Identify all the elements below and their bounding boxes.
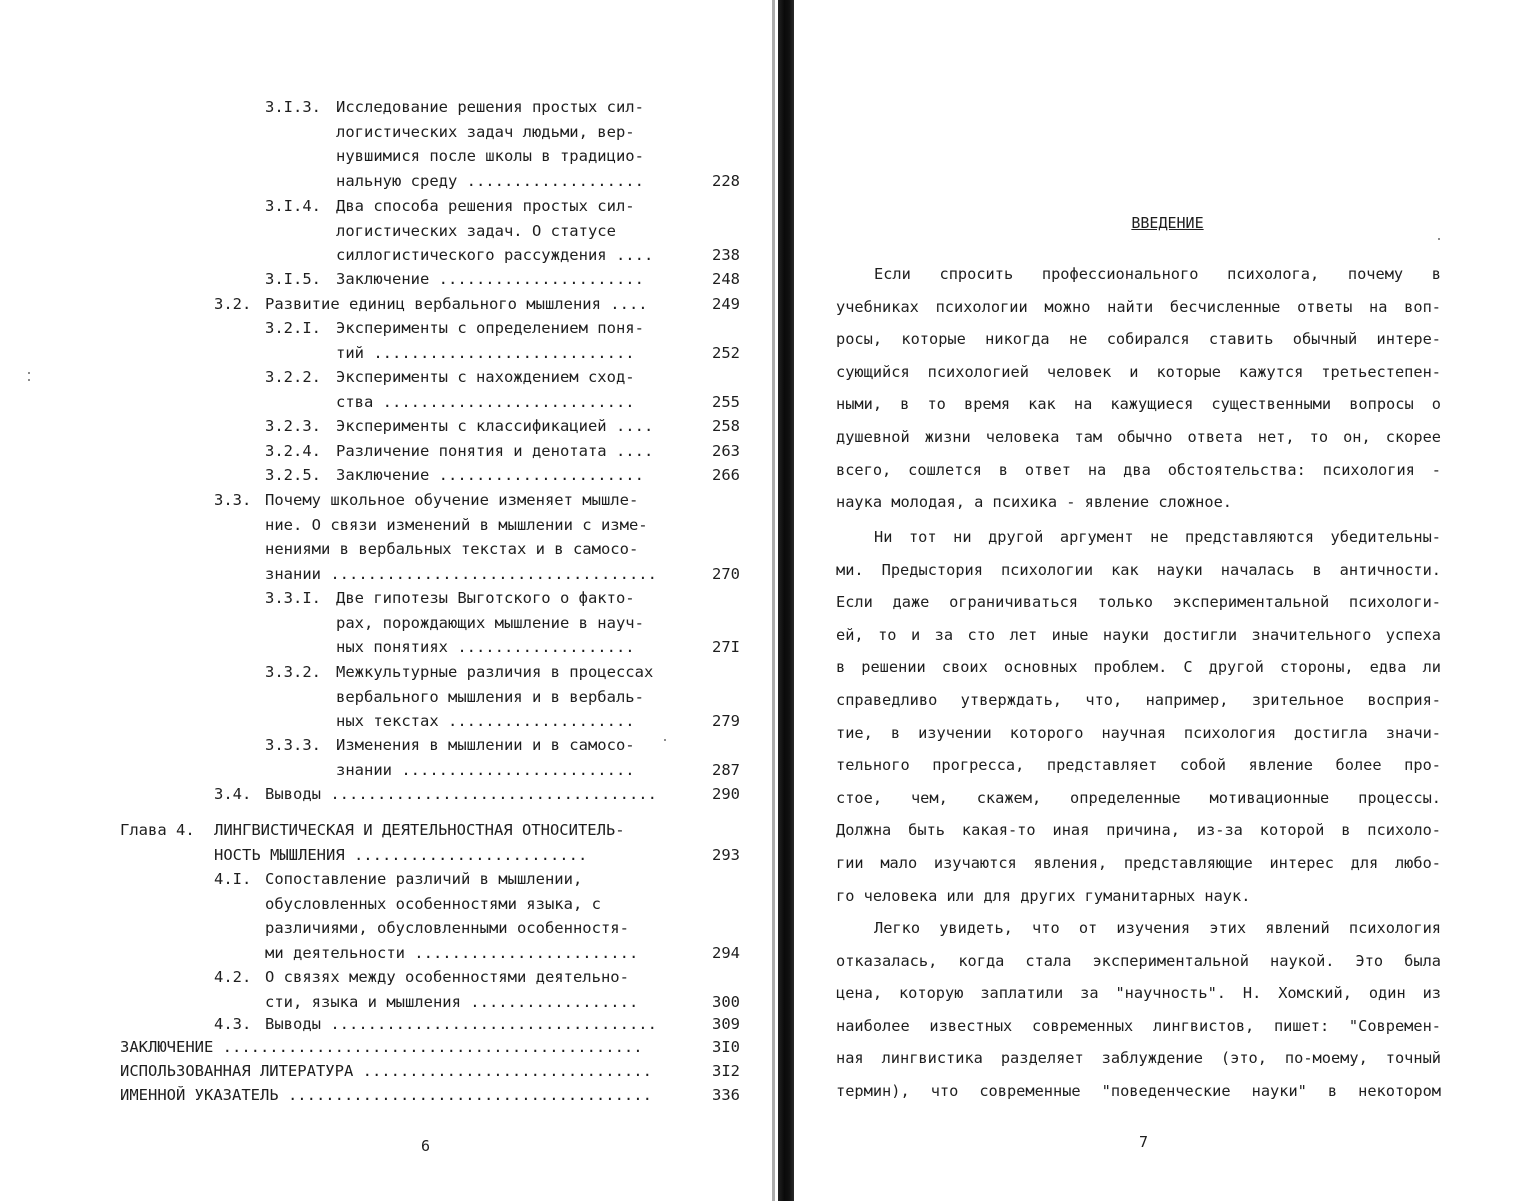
toc-entry-title [336, 365, 676, 414]
toc-entry-page: 293 [712, 845, 740, 864]
toc-entry-number: 3.2.5. [265, 466, 321, 484]
toc-entry-title [265, 488, 676, 586]
toc-entry-title-line: Исследование решения простых сил- [336, 98, 644, 116]
toc-entry-title-line: Почему школьное обучение изменяет мышле- [265, 491, 639, 509]
toc-entry-title-line: Межкультурные различия в процессах [336, 663, 654, 681]
body-paragraph [836, 912, 1441, 1108]
toc-entry-title [336, 194, 676, 268]
toc-entry-number: 3.3.2. [265, 663, 321, 681]
toc-entry-title-line: ных понятиях ................... [336, 638, 635, 656]
body-line: учебниках психологии можно найти бесчисленные ответы на воп- [836, 297, 1441, 316]
toc-entry-page: 249 [712, 295, 740, 313]
scan-speck [1438, 238, 1440, 240]
toc-entry-title [265, 867, 676, 965]
toc-entry-title-line: нувшимися после школы в традицио- [336, 147, 644, 165]
toc-entry-title-line: Эксперименты с классификацией .... [336, 417, 654, 435]
toc-entry-number: 3.2.I. [265, 319, 321, 337]
body-paragraph [836, 521, 1441, 912]
toc-entry-title-line: знании ................................... [265, 564, 657, 583]
body-line: отказалась, когда стала экспериментальной наукой. Это была [836, 951, 1441, 970]
toc-entry-number: 4.I. [214, 870, 252, 888]
toc-entry-number: 4.2. [214, 968, 252, 986]
page-number-right: 7 [1139, 1133, 1149, 1151]
toc-entry-title [120, 1083, 676, 1108]
scan-speck [664, 739, 666, 741]
toc-entry-title-line: знании ......................... [336, 760, 635, 779]
right-page [796, 0, 1539, 1201]
toc-entry-title-line: Сопоставление различий в мышлении, [265, 870, 583, 888]
body-line: Легко увидеть, что от изучения этих явлений психология [874, 919, 1441, 937]
toc-entry-title [265, 965, 676, 1014]
toc-entry-page: 3I0 [712, 1038, 740, 1056]
toc-entry-title-line: ние. О связи изменений в мышлении с изме- [265, 515, 648, 534]
body-line: в решении своих основных проблем. С другой стороны, едва ли [836, 658, 1441, 677]
toc-entry-page: 309 [712, 1015, 740, 1033]
toc-entry-number: 3.2.3. [265, 417, 321, 435]
toc-entry-page: 252 [712, 343, 740, 362]
toc-entry-title [336, 586, 676, 660]
toc-entry-title [120, 1035, 676, 1060]
toc-entry-page: 258 [712, 417, 740, 435]
body-line: справедливо утверждать, что, например, зрительное восприя- [836, 690, 1441, 709]
toc-entry-title-line: нальную среду ................... [336, 171, 644, 190]
toc-entry-page: 263 [712, 442, 740, 460]
toc-entry-title-line: сти, языка и мышления .................. [265, 992, 639, 1011]
body-paragraph [836, 258, 1441, 519]
toc-entry-page: 27I [712, 638, 740, 656]
book-spine [778, 0, 794, 1201]
toc-entry-page: 270 [712, 564, 740, 583]
body-line: Если даже ограничиваться только экспериментальной психологи- [836, 593, 1441, 612]
toc-entry-title-line: ИСПОЛЬЗОВАННАЯ ЛИТЕРАТУРА ............................... [120, 1062, 652, 1080]
toc-entry-number: 3.2.4. [265, 442, 321, 460]
toc-entry-title [336, 414, 676, 439]
body-line: термин), что современные "поведенческие науки" в некотором [836, 1081, 1441, 1100]
toc-entry-title-line: тий ............................ [336, 343, 635, 362]
toc-entry-number: 3.3.3. [265, 736, 321, 754]
toc-entry-title-line: ИМЕННОЙ УКАЗАТЕЛЬ ....................................... [120, 1086, 652, 1104]
toc-entry-title-line: Две гипотезы Выготского о факто- [336, 589, 635, 607]
toc-entry-title-line: ЛИНГВИСТИЧЕСКАЯ И ДЕЯТЕЛЬНОСТНАЯ ОТНОСИТЕЛЬ- [214, 821, 625, 839]
body-line: го человека или для других гуманитарных наук. [836, 886, 1251, 905]
toc-entry-page: 228 [712, 171, 740, 190]
body-line: гии мало изучаются явления, представляющие интерес для любо- [836, 853, 1441, 872]
toc-entry-title-line: Выводы ................................... [265, 1015, 657, 1033]
toc-entry-title-line: Развитие единиц вербального мышления .... [265, 295, 648, 313]
toc-entry-title-line: Заключение ...................... [336, 270, 644, 288]
toc-entry-number: 3.I.4. [265, 197, 321, 215]
toc-entry-number: Глава 4. [120, 821, 195, 839]
toc-entry-title-line: обусловленных особенностями языка, с [265, 894, 601, 913]
toc-entry-title [120, 1059, 676, 1084]
toc-entry-title-line: ми деятельности ........................ [265, 943, 639, 962]
body-line: всего, сошлется в ответ на два обстоятельства: психология - [836, 460, 1441, 479]
toc-entry-number: 3.3.I. [265, 589, 321, 607]
toc-entry-title [336, 95, 676, 193]
body-line: ная лингвистика разделяет заблуждение (это, по-моему, точный [836, 1049, 1441, 1068]
toc-entry-title [336, 439, 676, 464]
scan-speck [28, 372, 30, 374]
toc-entry-title-line: нениями в вербальных текстах и в самосо- [265, 540, 639, 558]
toc-entry-title-line: Два способа решения простых сил- [336, 197, 635, 215]
chapter-title: ВВЕДЕНИЕ [1131, 214, 1204, 232]
body-line: Ни тот ни другой аргумент не представляются убедительны- [874, 528, 1441, 546]
body-line: цена, которую заплатили за "научность". Н. Хомский, один из [836, 984, 1441, 1003]
body-line: тие, в изучении которого научная психология достигла значи- [836, 723, 1441, 742]
toc-entry-title [336, 733, 676, 782]
toc-entry-title-line: Изменения в мышлении и в самосо- [336, 736, 635, 754]
book-spine-shadow [772, 0, 775, 1201]
toc-entry-title [336, 267, 676, 292]
body-line: душевной жизни человека там обычно ответа нет, то он, скорее [836, 427, 1441, 446]
toc-entry-title [336, 463, 676, 488]
toc-entry-title-line: ства ........................... [336, 392, 635, 411]
toc-entry-number: 4.3. [214, 1015, 252, 1033]
toc-entry-title-line: ЗАКЛЮЧЕНИЕ ............................................. [120, 1038, 643, 1056]
toc-entry-page: 279 [712, 712, 740, 730]
toc-entry-title-line: О связях между особенностями деятельно- [265, 968, 629, 986]
toc-entry-title-line: НОСТЬ МЫШЛЕНИЯ ......................... [214, 845, 588, 864]
toc-entry-number: 3.I.3. [265, 98, 321, 116]
toc-entry-title [265, 1012, 676, 1037]
toc-entry-title-line: вербального мышления и в вербаль- [336, 687, 644, 706]
toc-entry-title [214, 818, 676, 867]
toc-entry-page: 294 [712, 943, 740, 962]
body-line: стое, чем, скажем, определенные мотивационные процессы. [836, 788, 1441, 807]
toc-entry-page: 287 [712, 760, 740, 779]
body-line: тельного прогресса, представляет собой явление более про- [836, 756, 1441, 775]
toc-entry-page: 266 [712, 466, 740, 484]
scan-speck [28, 379, 30, 381]
body-line: ей, то и за сто лет иные науки достигли значительного успеха [836, 625, 1441, 644]
page-number-left: 6 [421, 1137, 431, 1155]
toc-entry-page: 248 [712, 270, 740, 288]
toc-entry-number: 3.2.2. [265, 368, 321, 386]
toc-entry-title-line: логистических задач людьми, вер- [336, 122, 635, 141]
toc-entry-page: 255 [712, 392, 740, 411]
toc-entry-title-line: Выводы ................................... [265, 785, 657, 803]
toc-entry-number: 3.3. [214, 491, 252, 509]
body-line: наука молодая, а психика - явление сложное. [836, 493, 1233, 512]
toc-entry-page: 3I2 [712, 1062, 740, 1080]
body-line: ными, в то время как на кажущиеся существенными вопросы о [836, 395, 1441, 414]
body-line: наиболее известных современных лингвистов, пишет: "Современ- [836, 1016, 1441, 1035]
body-line: росы, которые никогда не собирался ставить обычный интере- [836, 330, 1441, 349]
toc-entry-title-line: рах, порождающих мышление в науч- [336, 613, 644, 632]
toc-entry-title [265, 782, 676, 807]
toc-entry-page: 238 [712, 246, 740, 264]
body-line: ми. Предыстория психологии как науки началась в античности. [836, 560, 1441, 579]
toc-entry-title [336, 660, 676, 734]
toc-entry-title-line: Эксперименты с нахождением сход- [336, 368, 635, 386]
toc-entry-title-line: логистических задач. О статусе [336, 221, 616, 240]
toc-entry-number: 3.I.5. [265, 270, 321, 288]
body-line: Если спросить профессионального психолога, почему в [874, 265, 1441, 283]
toc-entry-title-line: Заключение ...................... [336, 466, 644, 484]
toc-entry-page: 290 [712, 785, 740, 803]
toc-entry-title-line: Различение понятия и денотата .... [336, 442, 654, 460]
body-line: Должна быть какая-то иная причина, из-за которой в психоло- [836, 821, 1441, 840]
toc-entry-title [265, 292, 676, 317]
toc-entry-title-line: ных текстах .................... [336, 712, 635, 730]
toc-entry-title-line: силлогистического рассуждения .... [336, 246, 654, 264]
toc-entry-number: 3.2. [214, 295, 252, 313]
toc-entry-page: 300 [712, 992, 740, 1011]
toc-entry-title-line: различиями, обусловленными особенностя- [265, 919, 629, 937]
toc-entry-title [336, 316, 676, 365]
toc-entry-number: 3.4. [214, 785, 252, 803]
toc-entry-page: 336 [712, 1086, 740, 1104]
toc-entry-title-line: Эксперименты с определением поня- [336, 319, 644, 337]
body-line: сующийся психологией человек и которые кажутся третьестепен- [836, 362, 1441, 381]
